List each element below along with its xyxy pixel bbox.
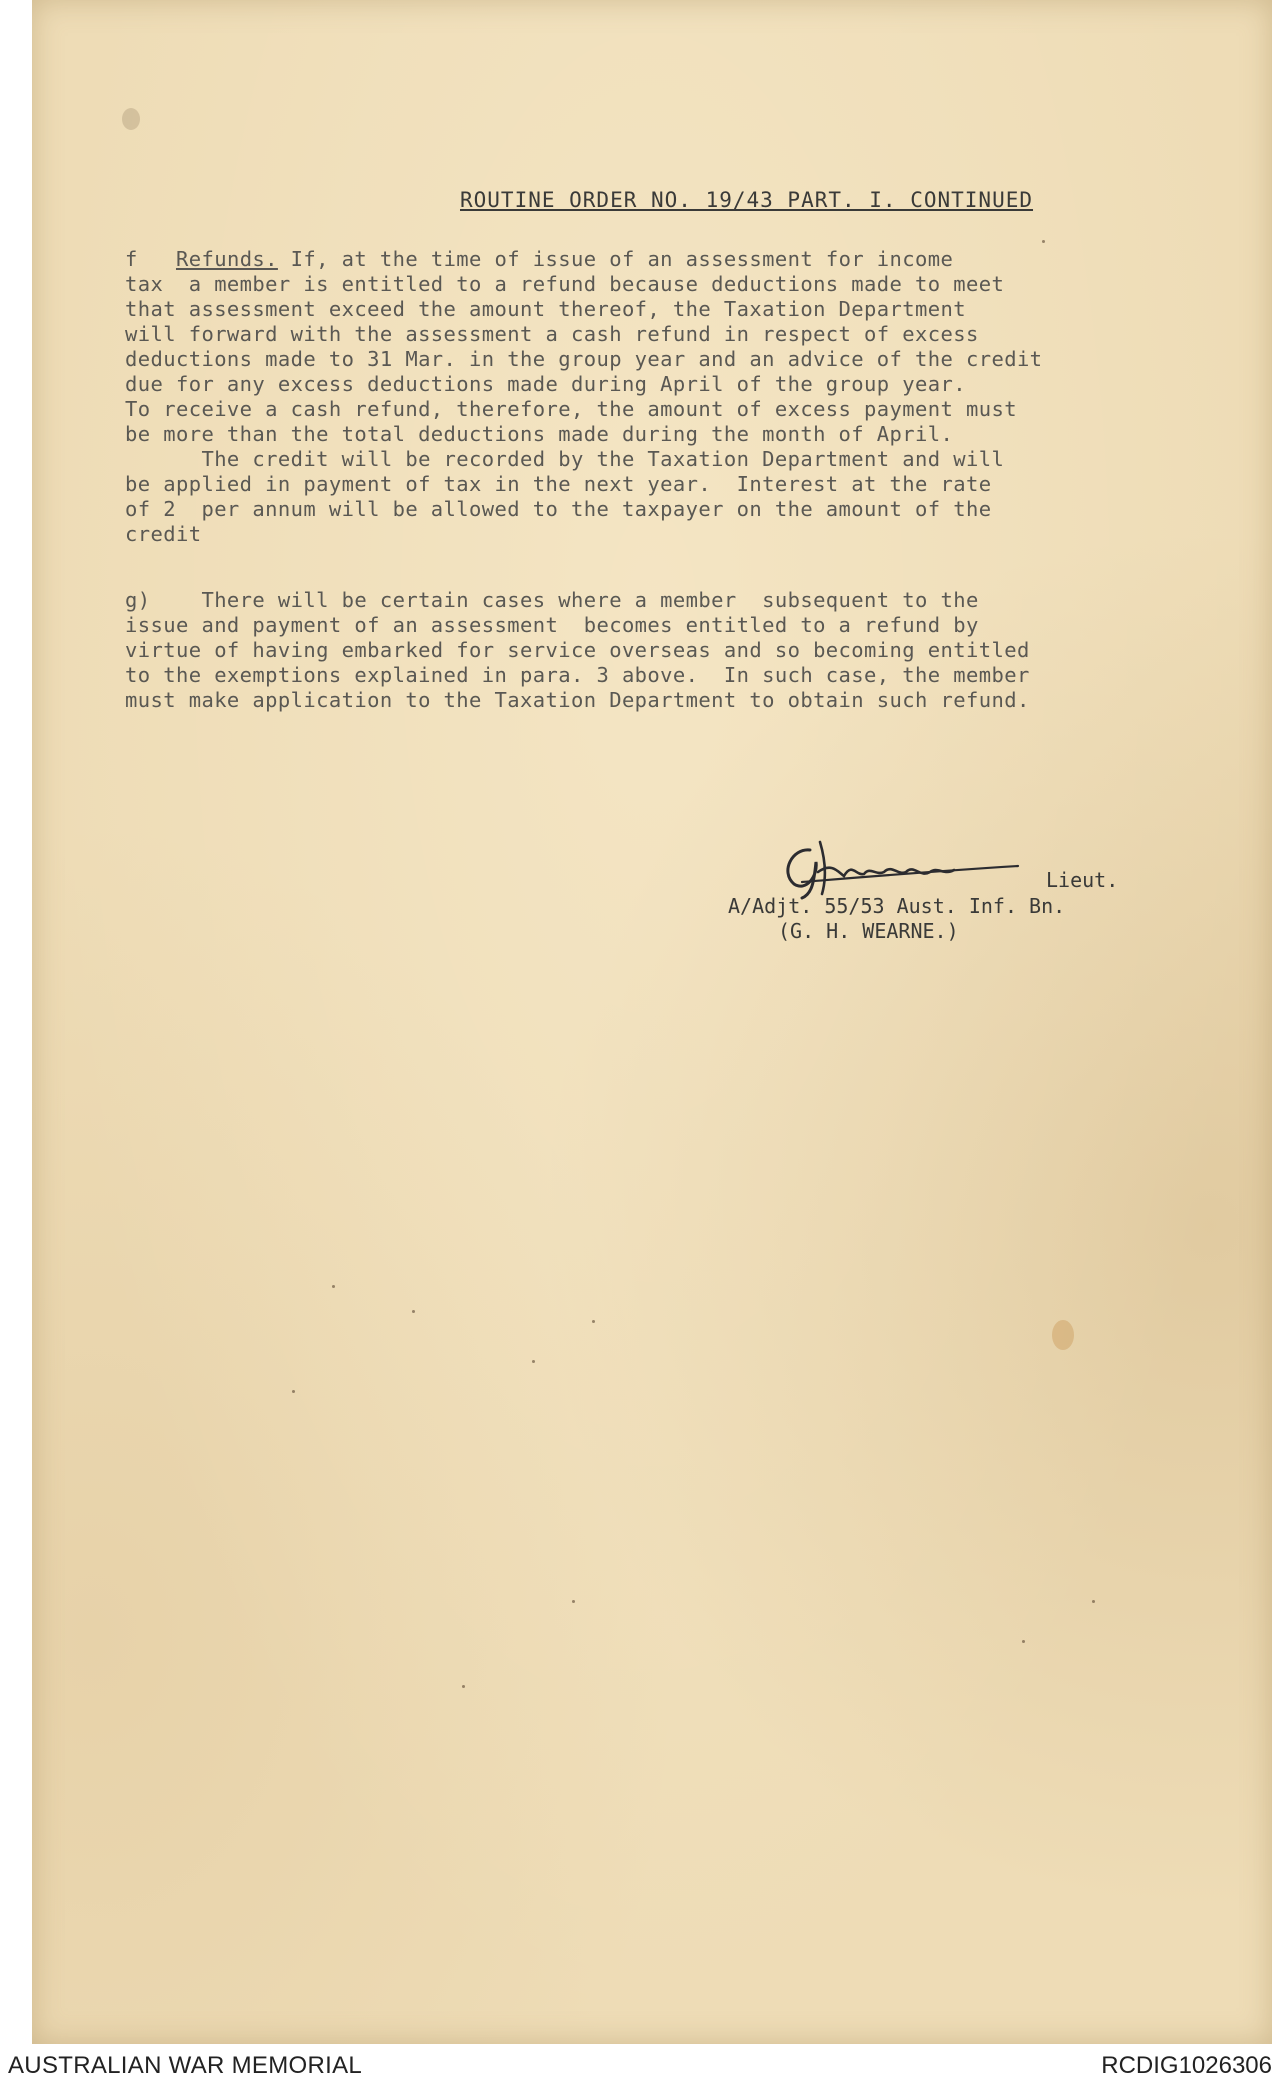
paper-stain (1052, 1320, 1074, 1350)
paragraph-text: If, at the time of issue of an assessment for income (277, 247, 954, 271)
record-id: RCDIG1026306 (1101, 2052, 1272, 2079)
paper-speck (412, 1310, 415, 1313)
paragraph-line: The credit will be recorded by the Taxation Department and will (125, 447, 1005, 471)
paragraph-line: of 2 per annum will be allowed to the taxpayer on the amount of the (125, 497, 992, 521)
paper-speck (1042, 240, 1045, 243)
page-title: ROUTINE ORDER NO. 19/43 PART. I. CONTINUED (460, 188, 1034, 212)
paragraph-line: To receive a cash refund, therefore, the amount of excess payment must (125, 397, 1017, 421)
paragraph-line (125, 247, 1225, 272)
paragraph-line: must make application to the Taxation Department to obtain such refund. (125, 688, 1030, 712)
paper-speck (592, 1320, 595, 1323)
paragraph-line: to the exemptions explained in para. 3 above. In such case, the member (125, 663, 1030, 687)
paragraph-line: due for any excess deductions made during April of the group year. (125, 372, 966, 396)
paper-speck (1092, 1600, 1095, 1603)
paper-speck (1022, 1640, 1025, 1643)
section-heading: Refunds. (175, 247, 278, 271)
signatory-rank: Lieut. (1046, 868, 1119, 892)
paragraph-g (125, 588, 1225, 713)
paragraph-line: g) There will be certain cases where a member subsequent to the (125, 588, 979, 612)
paragraph-line: credit (125, 522, 202, 546)
paragraph-line: that assessment exceed the amount thereof, the Taxation Department (125, 297, 966, 321)
paragraph-line: tax a member is entitled to a refund because deductions made to meet (125, 272, 1005, 296)
signatory-unit: A/Adjt. 55/53 Aust. Inf. Bn. (728, 894, 1066, 918)
paper-speck (462, 1685, 465, 1688)
paragraph-line: issue and payment of an assessment becomes entitled to a refund by (125, 613, 979, 637)
paragraph-line: be applied in payment of tax in the next year. Interest at the rate (125, 472, 992, 496)
paragraph-line: virtue of having embarked for service overseas and so becoming entitled (125, 638, 1030, 662)
institution-name: AUSTRALIAN WAR MEMORIAL (8, 2052, 363, 2079)
paper-speck (332, 1285, 335, 1288)
paper-speck (292, 1390, 295, 1393)
paper-stain (122, 108, 140, 130)
paragraph-line: be more than the total deductions made during the month of April. (125, 422, 954, 446)
paragraph-line: will forward with the assessment a cash refund in respect of excess (125, 322, 979, 346)
paragraph-f (125, 247, 1225, 547)
paragraph-label: f (125, 247, 138, 271)
paper-speck (572, 1600, 575, 1603)
handwritten-signature (772, 832, 1032, 902)
paper-speck (532, 1360, 535, 1363)
paragraph-line: deductions made to 31 Mar. in the group year and an advice of the credit (125, 347, 1043, 371)
footer-bar (0, 2046, 1284, 2082)
signatory-name: (G. H. WEARNE.) (778, 919, 959, 943)
